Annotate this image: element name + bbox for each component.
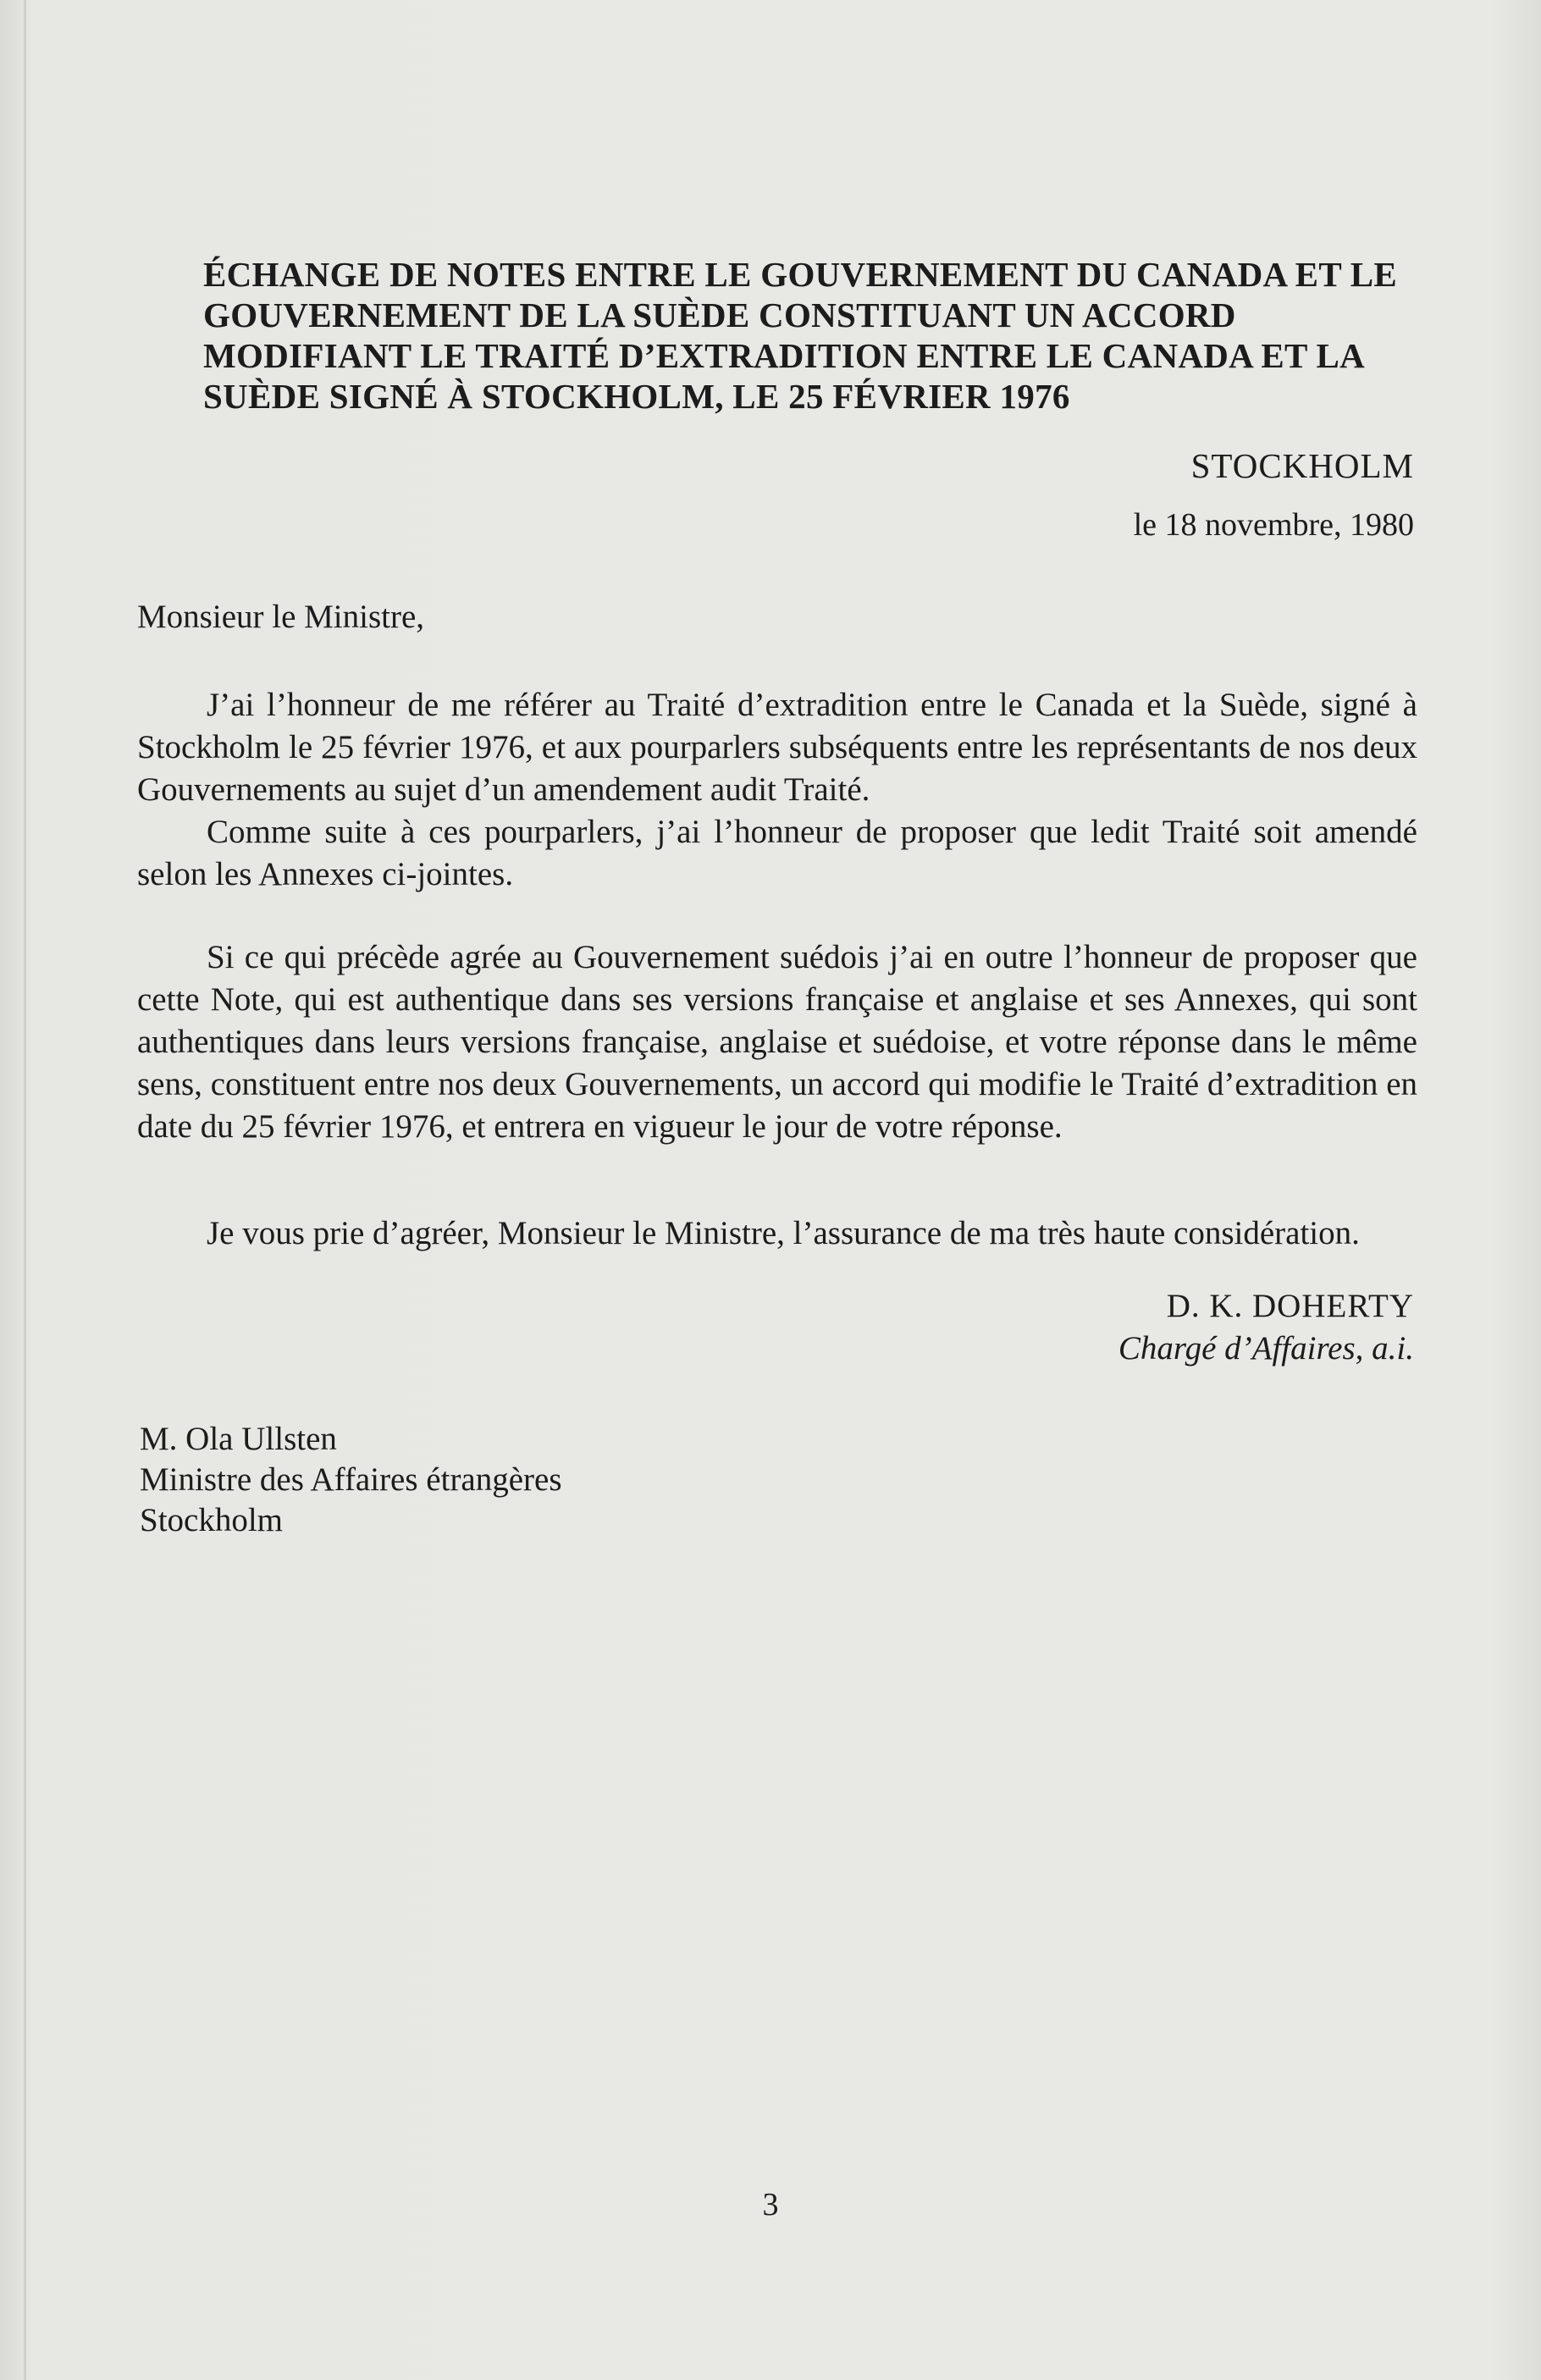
letter-paragraph: Je vous prie d’agréer, Monsieur le Ministre, l’assurance de ma très haute considération. [207,1215,1360,1251]
addressee-office: Ministre des Affaires étrangères [140,1461,562,1498]
addressee-block [140,1419,562,1541]
page-number: 3 [762,2187,779,2223]
letter-paragraph: Comme suite à ces pourparlers, j’ai l’honneur de proposer que ledit Traité soit amendé selon les Annexes ci-jointes. [137,814,1417,892]
heading-line: MODIFIANT LE TRAITÉ D’EXTRADITION ENTRE LE CANADA ET LA [203,336,1366,375]
addressee-city: Stockholm [140,1502,284,1538]
heading-line: SUÈDE SIGNÉ À STOCKHOLM, LE 25 FÉVRIER 1976 [203,377,1070,416]
signatory-title: Chargé d’Affaires, a.i. [1118,1330,1414,1367]
addressee-name: M. Ola Ullsten [140,1421,337,1457]
signatory-name: D. K. DOHERTY [1166,1288,1414,1324]
letter-salutation: Monsieur le Ministre, [137,599,425,635]
heading-line: ÉCHANGE DE NOTES ENTRE LE GOUVERNEMENT DU CANADA ET LE [203,255,1398,294]
letter-paragraph: Si ce qui précède agrée au Gouvernement suédois j’ai en outre l’honneur de proposer que cette Note, qui est authentique dans ses versions française et anglaise et ses Annexes, qui sont authentiques dans leurs versions française, anglaise et suédoise, et votre réponse dans le même sens, constituent entre nos deux Gouvernements, un accord qui modifie le Traité d’extradition en date du 25 février 1976, et entrera en vigueur le jour de votre réponse. [137,939,1417,1145]
letter-date: le 18 novembre, 1980 [1133,507,1414,543]
heading-line: GOUVERNEMENT DE LA SUÈDE CONSTITUANT UN ACCORD [203,295,1236,334]
document-heading [203,254,1422,417]
letter-paragraph: J’ai l’honneur de me référer au Traité d’extradition entre le Canada et la Suède, signé à Stockholm le 25 février 1976, et aux pourparlers subséquents entre les représentants de nos deux Gouvernements au sujet d’un amendement audit Traité. [137,687,1417,808]
letter-place: STOCKHOLM [1190,446,1414,485]
page-gutter-shadow [24,0,26,2380]
